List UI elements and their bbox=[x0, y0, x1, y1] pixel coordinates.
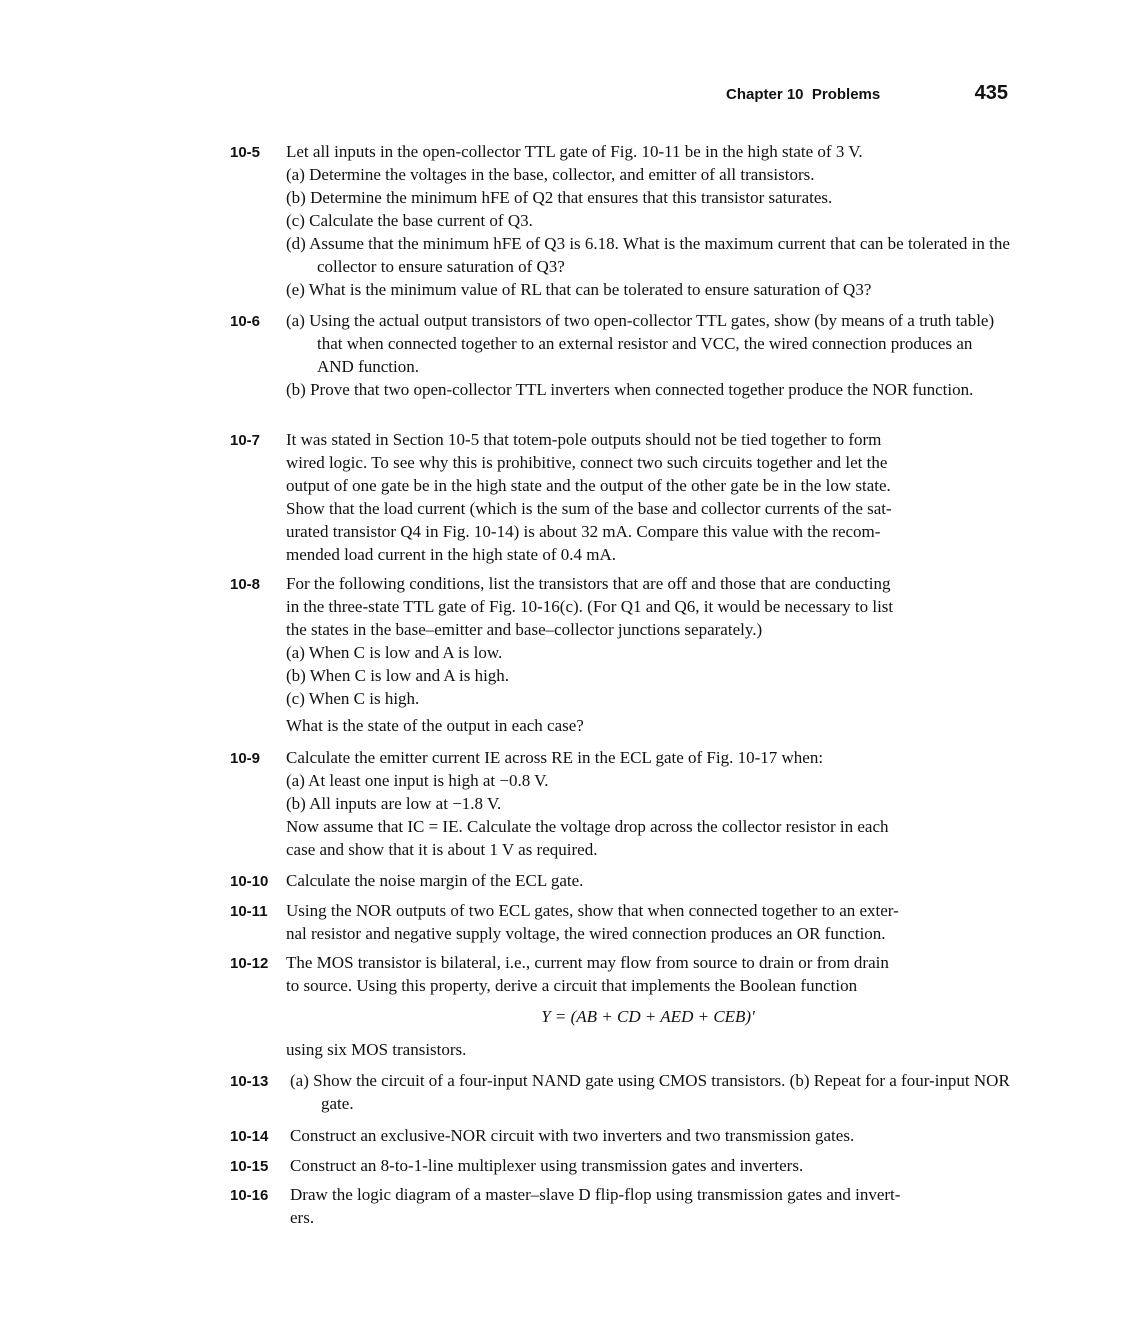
text-line: Using the NOR outputs of two ECL gates, show that when connected together to an exter- bbox=[286, 901, 899, 920]
text-line: For the following conditions, list the transistors that are off and those that are conducting bbox=[286, 574, 891, 593]
problem-body bbox=[286, 309, 1010, 401]
problem-number: 10-6 bbox=[230, 313, 261, 330]
problem-body bbox=[286, 746, 1010, 861]
problem-number: 10-10 bbox=[230, 873, 269, 890]
text-line: Construct an 8-to-1-line multiplexer using transmission gates and inverters. bbox=[290, 1156, 804, 1175]
part-e: (e) What is the minimum value of RL that can be tolerated to ensure saturation of Q3? bbox=[286, 280, 872, 299]
problem-number: 10-16 bbox=[230, 1187, 269, 1204]
problem-text: (a) Show the circuit of a four-input NAND gate using CMOS transistors. (b) Repeat for a four-input NOR gate. bbox=[290, 1071, 1010, 1113]
text-line: output of one gate be in the high state and the output of the other gate be in the low state. bbox=[286, 476, 891, 495]
problem-body bbox=[286, 899, 1010, 945]
problem-number: 10-12 bbox=[230, 955, 269, 972]
problem-body bbox=[286, 951, 1010, 1061]
problem-number: 10-5 bbox=[230, 144, 261, 161]
text-line: Now assume that IC = IE. Calculate the voltage drop across the collector resistor in each bbox=[286, 817, 889, 836]
boolean-equation: Y = (AB + CD + AED + CEB)′ bbox=[541, 1007, 755, 1026]
problem-body bbox=[290, 1154, 1010, 1177]
text-line: case and show that it is about 1 V as required. bbox=[286, 840, 598, 859]
part-b: (b) Prove that two open-collector TTL inverters when connected together produce the NOR function. bbox=[286, 380, 974, 399]
part-b: (b) When C is low and A is high. bbox=[286, 666, 510, 685]
problem-body bbox=[286, 140, 1010, 301]
chapter-title: Chapter 10 Problems bbox=[726, 86, 881, 103]
problem-body bbox=[290, 1069, 1010, 1115]
part-a: (a) At least one input is high at −0.8 V. bbox=[286, 771, 549, 790]
problem-number: 10-14 bbox=[230, 1128, 269, 1145]
text-line: mended load current in the high state of 0.4 mA. bbox=[286, 545, 616, 564]
text-line: Calculate the noise margin of the ECL gate. bbox=[286, 871, 584, 890]
problem-body bbox=[286, 428, 1010, 566]
part-a: (a) Using the actual output transistors of two open-collector TTL gates, show (by means of a truth table) that when connected together to an external resistor and VCC, the wired connection produces an AND function. bbox=[286, 311, 995, 376]
text-line: in the three-state TTL gate of Fig. 10-16(c). (For Q1 and Q6, it would be necessary to list bbox=[286, 597, 894, 616]
text-line: wired logic. To see why this is prohibitive, connect two such circuits together and let the bbox=[286, 453, 888, 472]
part-a: (a) When C is low and A is low. bbox=[286, 643, 503, 662]
text-line: It was stated in Section 10-5 that totem-pole outputs should not be tied together to form bbox=[286, 430, 882, 449]
problem-body bbox=[286, 869, 1010, 892]
part-b: (b) All inputs are low at −1.8 V. bbox=[286, 794, 502, 813]
text-line: the states in the base–emitter and base–collector junctions separately.) bbox=[286, 620, 763, 639]
part-c: (c) Calculate the base current of Q3. bbox=[286, 211, 533, 230]
problem-body bbox=[290, 1124, 1010, 1147]
problem-number: 10-13 bbox=[230, 1073, 269, 1090]
page-number: 435 bbox=[974, 82, 1008, 104]
text-line: Construct an exclusive-NOR circuit with two inverters and two transmission gates. bbox=[290, 1126, 855, 1145]
text-line: urated transistor Q4 in Fig. 10-14) is about 32 mA. Compare this value with the recom- bbox=[286, 522, 881, 541]
problem-number: 10-8 bbox=[230, 576, 261, 593]
problem-number: 10-15 bbox=[230, 1158, 269, 1175]
problem-intro: Calculate the emitter current IE across RE in the ECL gate of Fig. 10-17 when: bbox=[286, 748, 824, 767]
text-line: using six MOS transistors. bbox=[286, 1040, 467, 1059]
text-line: nal resistor and negative supply voltage, the wired connection produces an OR function. bbox=[286, 924, 886, 943]
problem-body bbox=[290, 1183, 1010, 1229]
part-a: (a) Determine the voltages in the base, collector, and emitter of all transistors. bbox=[286, 165, 815, 184]
text-line: The MOS transistor is bilateral, i.e., current may flow from source to drain or from drain bbox=[286, 953, 889, 972]
problem-number: 10-7 bbox=[230, 432, 261, 449]
part-c: (c) When C is high. bbox=[286, 689, 420, 708]
text-line: to source. Using this property, derive a circuit that implements the Boolean function bbox=[286, 976, 858, 995]
problem-number: 10-11 bbox=[230, 903, 268, 920]
page-header bbox=[726, 82, 1008, 112]
text-line: ers. bbox=[290, 1208, 315, 1227]
text-line: Draw the logic diagram of a master–slave D flip-flop using transmission gates and invert- bbox=[290, 1185, 901, 1204]
problem-body bbox=[286, 572, 1010, 737]
text-line: Show that the load current (which is the sum of the base and collector currents of the sat- bbox=[286, 499, 892, 518]
problem-number: 10-9 bbox=[230, 750, 261, 767]
part-b: (b) Determine the minimum hFE of Q2 that ensures that this transistor saturates. bbox=[286, 188, 833, 207]
question-line: What is the state of the output in each case? bbox=[286, 716, 584, 735]
problem-intro: Let all inputs in the open-collector TTL gate of Fig. 10-11 be in the high state of 3 V. bbox=[286, 142, 863, 161]
part-d: (d) Assume that the minimum hFE of Q3 is 6.18. What is the maximum current that can be tolerated in the collector to ensure saturation of Q3? bbox=[286, 234, 1010, 276]
